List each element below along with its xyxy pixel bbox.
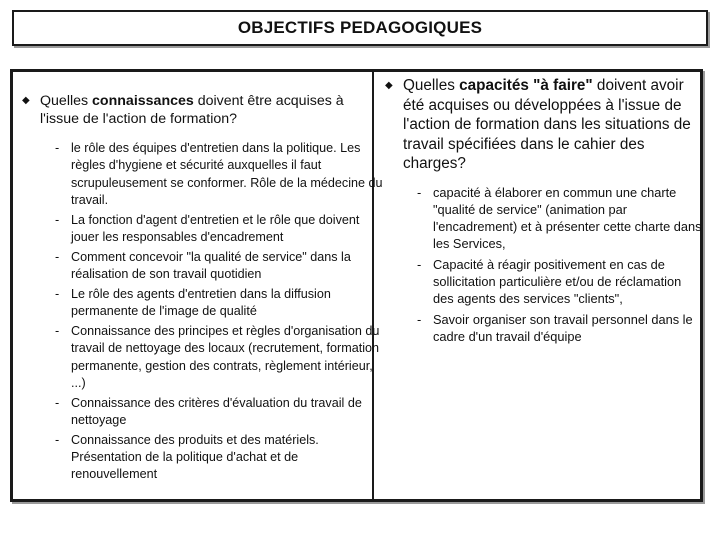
list-item-text: Connaissance des produits et des matériels. Présentation de la politique d'achat et de renouvellement (71, 432, 319, 482)
list-item: - Connaissance des principes et règles d'organisation du travail de nettoyage des locaux (recrutement, formation permanente, gestion des contrats, règlement intérieur, ...) (55, 323, 380, 390)
knowledge-column (22, 92, 383, 486)
list-item-text: Connaissance des principes et règles d'organisation du travail de nettoyage des locaux (recrutement, formation permanente, gestion des contrats, règlement intérieur, ...) (71, 323, 380, 390)
list-item-text: Savoir organiser son travail personnel dans le cadre d'un travail d'équipe (433, 311, 693, 344)
list-item: - Le rôle des agents d'entretien dans la diffusion permanente de l'image de qualité (55, 286, 331, 319)
skills-list (417, 184, 702, 346)
list-item: - Savoir organiser son travail personnel dans le cadre d'un travail d'équipe (417, 311, 693, 344)
list-item-text: La fonction d'agent d'entretien et le rôle que doivent jouer les responsables d'encadrement (71, 212, 360, 244)
list-item-text: Capacité à réagir positivement en cas de sollicitation particulière et/ou de réclamation des agents des services "clients", (433, 256, 682, 307)
title-box (12, 10, 708, 46)
skills-column (385, 76, 700, 348)
list-item: - Connaissance des produits et des matériels. Présentation de la politique d'achat et de renouvellement (55, 432, 319, 482)
page-title: OBJECTIFS PEDAGOGIQUES (237, 18, 483, 37)
skills-question-end: doivent avoir été acquises ou développées à l'issue de l'action de formation dans les situations de travail spécifiées dans le cahier des charges? (403, 77, 691, 172)
diamond-bullet-icon: ◆ (385, 80, 393, 91)
list-item-text: le rôle des équipes d'entretien dans la politique. Les règles d'hygiene et sécurité auxquelles il faut scrupuleusement se conformer. Rôle de la médecine du travail. (71, 141, 383, 207)
knowledge-question-start: Quelles (40, 93, 93, 109)
list-item: - capacité à élaborer en commun une charte "qualité de service" (animation par l'encadrement) et à présenter cette charte dans les Services, (417, 184, 702, 252)
skills-question-row (385, 76, 700, 174)
skills-question-emphasis: capacités "à faire" (459, 77, 593, 94)
list-item: - Capacité à réagir positivement en cas de sollicitation particulière et/ou de réclamation des agents des services "clients", (417, 256, 682, 307)
list-item-text: Comment concevoir "la qualité de service" dans la réalisation de son travail quotidien (71, 249, 351, 282)
knowledge-question (40, 92, 377, 128)
list-item-text: capacité à élaborer en commun une charte "qualité de service" (animation par l'encadrement) et à présenter cette charte dans les Services, (433, 184, 702, 252)
diamond-bullet-icon: ◆ (22, 95, 30, 106)
skills-question (403, 76, 700, 174)
list-item-text: Le rôle des agents d'entretien dans la diffusion permanente de l'image de qualité (71, 286, 331, 319)
list-item: - le rôle des équipes d'entretien dans la politique. Les règles d'hygiene et sécurité auxquelles il faut scrupuleusement se conformer. Rôle de la médecine du travail. (55, 141, 383, 207)
skills-question-start: Quelles (403, 77, 460, 94)
list-item-text: Connaissance des critères d'évaluation du travail de nettoyage (71, 395, 362, 427)
list-item: - La fonction d'agent d'entretien et le rôle que doivent jouer les responsables d'encadrement (55, 212, 360, 244)
knowledge-question-end: doivent être acquises à l'issue de l'action de formation? (40, 93, 344, 127)
knowledge-question-row (22, 92, 377, 128)
knowledge-list (55, 140, 385, 484)
knowledge-question-emphasis: connaissances (92, 93, 194, 109)
list-item: - Comment concevoir "la qualité de service" dans la réalisation de son travail quotidien (55, 249, 351, 282)
list-item: - Connaissance des critères d'évaluation du travail de nettoyage (55, 395, 362, 427)
